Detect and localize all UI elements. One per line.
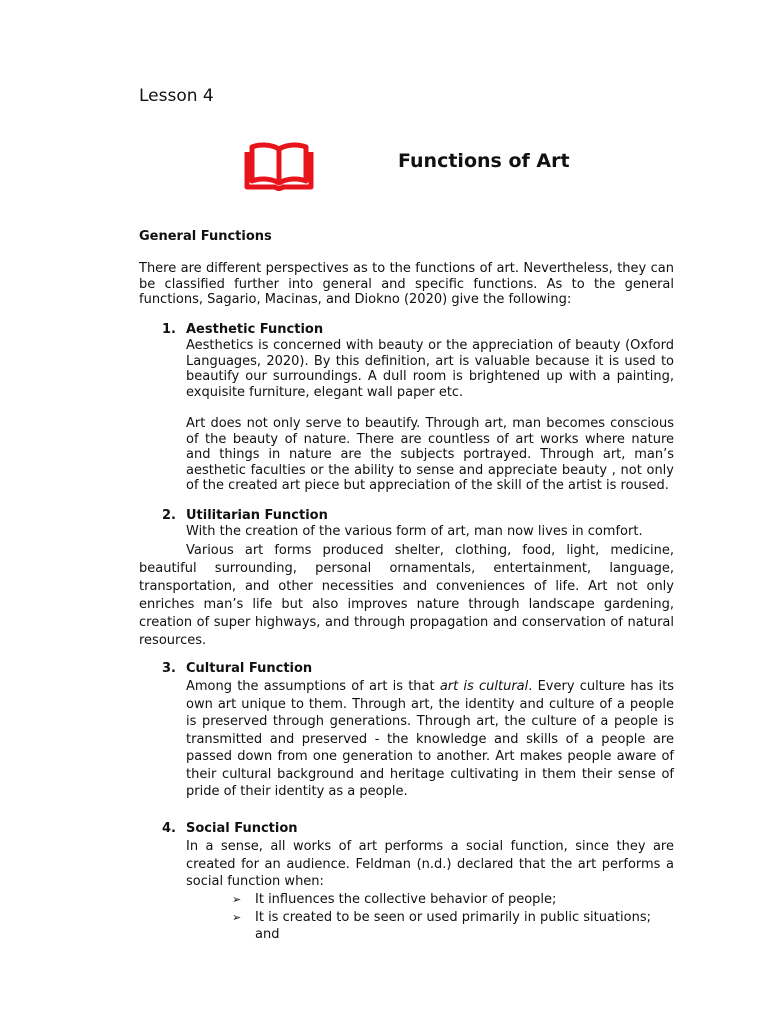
- list-number: 2.: [162, 508, 176, 523]
- social-bullet-list: [232, 891, 674, 944]
- function-heading-aesthetic: Aesthetic Function: [186, 322, 324, 337]
- list-item: [232, 891, 674, 909]
- aesthetic-paragraph-1: Aesthetics is concerned with beauty or the appreciation of beauty (Oxford Languages, 2020). By this definition, art is valuable because it is used to beautify our surroundings. A dull room is brightened up with a painting, exquisite furniture, elegant wall paper etc.: [186, 338, 674, 400]
- cultural-paragraph: [186, 678, 674, 801]
- list-number: 3.: [162, 661, 176, 676]
- section-heading-general: General Functions: [139, 229, 272, 244]
- arrow-bullet-icon: ➢: [232, 893, 242, 906]
- bullet-text: It is created to be seen or used primarily in public situations; and: [255, 909, 651, 942]
- page-title: Functions of Art: [398, 150, 570, 172]
- aesthetic-paragraph-2: Art does not only serve to beautify. Through art, man becomes conscious of the beauty of nature. There are countless of art works where nature and things in nature are the subjects portrayed. Through art, man’s aesthetic faculties or the ability to sense and appreciate beauty , not only of the created art piece but appreciation of the skill of the artist is roused.: [186, 416, 674, 493]
- function-heading-social: Social Function: [186, 821, 298, 836]
- utilitarian-paragraph-2: Various art forms produced shelter, clothing, food, light, medicine, beautiful surrounding, personal ornamentals, entertainment, language, transportation, and other necessities and conveniences of life. Art not only enriches man’s life but also improves nature through landscape gardening, creation of super highways, and through propagation and conservation of natural resources.: [139, 543, 674, 648]
- book-icon: [244, 140, 314, 192]
- lesson-label: Lesson 4: [139, 86, 214, 106]
- list-number: 1.: [162, 322, 176, 337]
- function-heading-utilitarian: Utilitarian Function: [186, 508, 328, 523]
- cultural-text: Among the assumptions of art is that: [186, 679, 440, 694]
- bullet-text: It influences the collective behavior of people;: [255, 892, 557, 907]
- social-paragraph: In a sense, all works of art performs a social function, since they are created for an audience. Feldman (n.d.) declared that the art performs a social function when:: [186, 839, 674, 889]
- list-number: 4.: [162, 821, 176, 836]
- arrow-bullet-icon: ➢: [232, 910, 242, 924]
- cultural-emphasis: art is cultural: [439, 679, 529, 694]
- cultural-text: . Every culture has its own art unique to them. Through art, the identity and culture of a people is preserved through generations. Through art, the culture of a people is transmitted and preserved - the knowledge and skills of a people are passed down from one generation to another. Art makes people aware of their cultural background and heritage cultivating in them their sense of pride of their identity as a people.: [186, 679, 674, 799]
- function-heading-cultural: Cultural Function: [186, 661, 313, 676]
- list-item: [232, 909, 674, 944]
- utilitarian-paragraph-1: With the creation of the various form of art, man now lives in comfort.: [186, 524, 643, 539]
- intro-paragraph: There are different perspectives as to the functions of art. Nevertheless, they can be classified further into general and specific functions. As to the general functions, Sagario, Macinas, and Diokno (2020) give the following:: [139, 261, 674, 307]
